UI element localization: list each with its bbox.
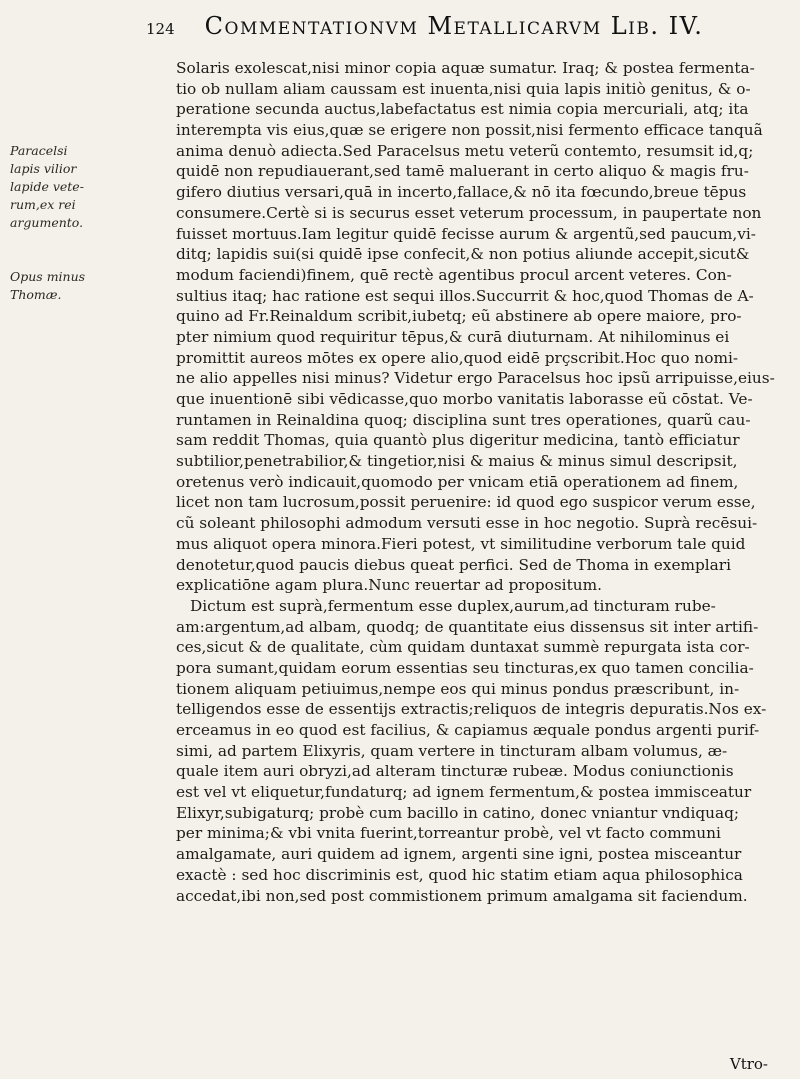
text-line: interempta vis eius,quæ se erigere non possit,nisi fermento efficace tanquã [176, 121, 763, 140]
text-line: tio ob nullam aliam caussam est inuenta,nisi quia lapis initiò genitus, & o- [176, 79, 751, 98]
text-line: tionem aliquam petiuimus,nempe eos qui minus pondus præscribunt, in- [176, 679, 740, 698]
text-line: pter nimium quod requiritur tēpus,& curā diuturnam. At nihilominus ei [176, 327, 730, 346]
text-line: Solaris exolescat,nisi minor copia aquæ sumatur. Iraq; & postea fermenta- [176, 59, 755, 77]
text-line: ditq; lapidis sui(si quidē ipse confecit,& non potius aliunde accepit,sicut& [176, 245, 750, 264]
main-text [176, 58, 778, 906]
running-header [146, 12, 786, 52]
text-line: cũ soleant philosophi admodum versuti esse in hoc negotio. Suprà recēsui- [176, 514, 758, 533]
text-line: denotetur,quod paucis diebus queat perfici. Sed de Thoma in exemplari [176, 555, 732, 574]
text-line: amalgamate, auri quidem ad ignem, argenti sine igni, postea misceantur [176, 845, 742, 864]
text-line: que inuentionē sibi vēdicasse,quo morbo vanitatis laborasse eũ cōstat. Ve- [176, 390, 753, 408]
text-line: Dictum est suprà,fermentum esse duplex,aurum,ad tincturam rube- [190, 596, 716, 615]
text-line: ces,sicut & de qualitate, cùm quidam duntaxat summè repurgata ista cor- [176, 638, 750, 657]
text-line: licet non tam lucrosum,possit peruenire: id quod ego suspicor verum esse, [176, 493, 756, 512]
text-line: runtamen in Reinaldina quoq; disciplina sunt tres operationes, quarũ cau- [176, 410, 751, 429]
text-line: per minima;& vbi vnita fuerint,torreantur probè, vel vt facto communi [176, 824, 721, 843]
text-line: gifero diutius versari,quā in incerto,fallace,& nō ita fœcundo,breue tēpus [176, 183, 747, 202]
text-line: fuisset mortuus.Iam legitur quidē fecisse aurum & argentũ,sed paucum,vi- [176, 224, 756, 243]
text-line: explicatiōne agam plura.Nunc reuertar ad propositum. [176, 576, 602, 595]
text-line: anima denuò adiecta.Sed Paracelsus metu veterũ contemto, resumsit id,q; [176, 141, 754, 160]
text-line: peratione secunda auctus,labefactatus est nimia copia mercuriali, atq; ita [176, 100, 749, 119]
text-line: modum faciendi)finem, quē rectè agentibus procul arcent veteres. Con- [176, 265, 732, 284]
text-line: exactè : sed hoc discriminis est, quod hic statim etiam aqua philosophica [176, 865, 743, 884]
catchword: Vtro- [729, 1055, 768, 1073]
margin-note: Opus minus Thomæ. [10, 269, 86, 302]
page-number: 124 [146, 20, 175, 38]
text-line: consumere.Certè si is securus esset veterum processum, in paupertate non [176, 203, 762, 222]
text-line: telligendos esse de essentijs extractis;reliquos de integris depuratis.Nos ex- [176, 700, 767, 719]
text-line: promittit aureos mōtes ex opere alio,quod eidē prçscribit.Hoc quo nomi- [176, 348, 739, 367]
text-line: Elixyr,subigaturq; probè cum bacillo in catino, donec vniantur vndiquaq; [176, 803, 740, 822]
running-title: Commentationvm Metallicarvm Lib. IV. [204, 12, 704, 40]
text-line: oretenus verò indicauit,quomodo per vnicam etiā operationem ad finem, [176, 472, 739, 491]
text-line: est vel vt eliquetur,fundaturq; ad ignem fermentum,& postea immisceatur [176, 783, 752, 802]
text-line: sultius itaq; hac ratione est sequi illos.Succurrit & hoc,quod Thomas de A- [176, 286, 754, 305]
text-line: mus aliquot opera minora.Fieri potest, vt similitudine verborum tale quid [176, 534, 746, 553]
text-line: simi, ad partem Elixyris, quam vertere in tincturam albam volumus, æ- [176, 741, 728, 760]
text-line: quino ad Fr.Reinaldum scribit,iubetq; eũ abstinere ab opere maiore, pro- [176, 307, 742, 326]
text-line: subtilior,penetrabilior,& tingetior,nisi & maius & minus simul descripsit, [176, 452, 738, 471]
text-line: quale item auri obryzi,ad alteram tincturæ rubeæ. Modus coniunctionis [176, 762, 734, 781]
text-line: pora sumant,quidam eorum essentias seu tincturas,ex quo tamen concilia- [176, 658, 754, 677]
text-line: quidē non repudiauerant,sed tamē maluerant in certo aliquo & magis fru- [176, 162, 749, 181]
text-line: sam reddit Thomas, quia quantò plus digeritur medicina, tantò efficiatur [176, 431, 740, 450]
margin-note: Paracelsi lapis vilior lapide vete-rum,ex rei argumento. [10, 143, 84, 230]
text-line: accedat,ibi non,sed post commistionem primum amalgama sit faciendum. [176, 886, 748, 905]
text-line: am:argentum,ad albam, quodq; de quantitate eius dissensus sit inter artifi- [176, 617, 759, 636]
text-line: ne alio appelles nisi minus? Videtur ergo Paracelsus hoc ipsũ arripuisse,eius- [176, 369, 775, 388]
text-line: erceamus in eo quod est facilius, & capiamus æquale pondus argenti purif- [176, 721, 760, 739]
